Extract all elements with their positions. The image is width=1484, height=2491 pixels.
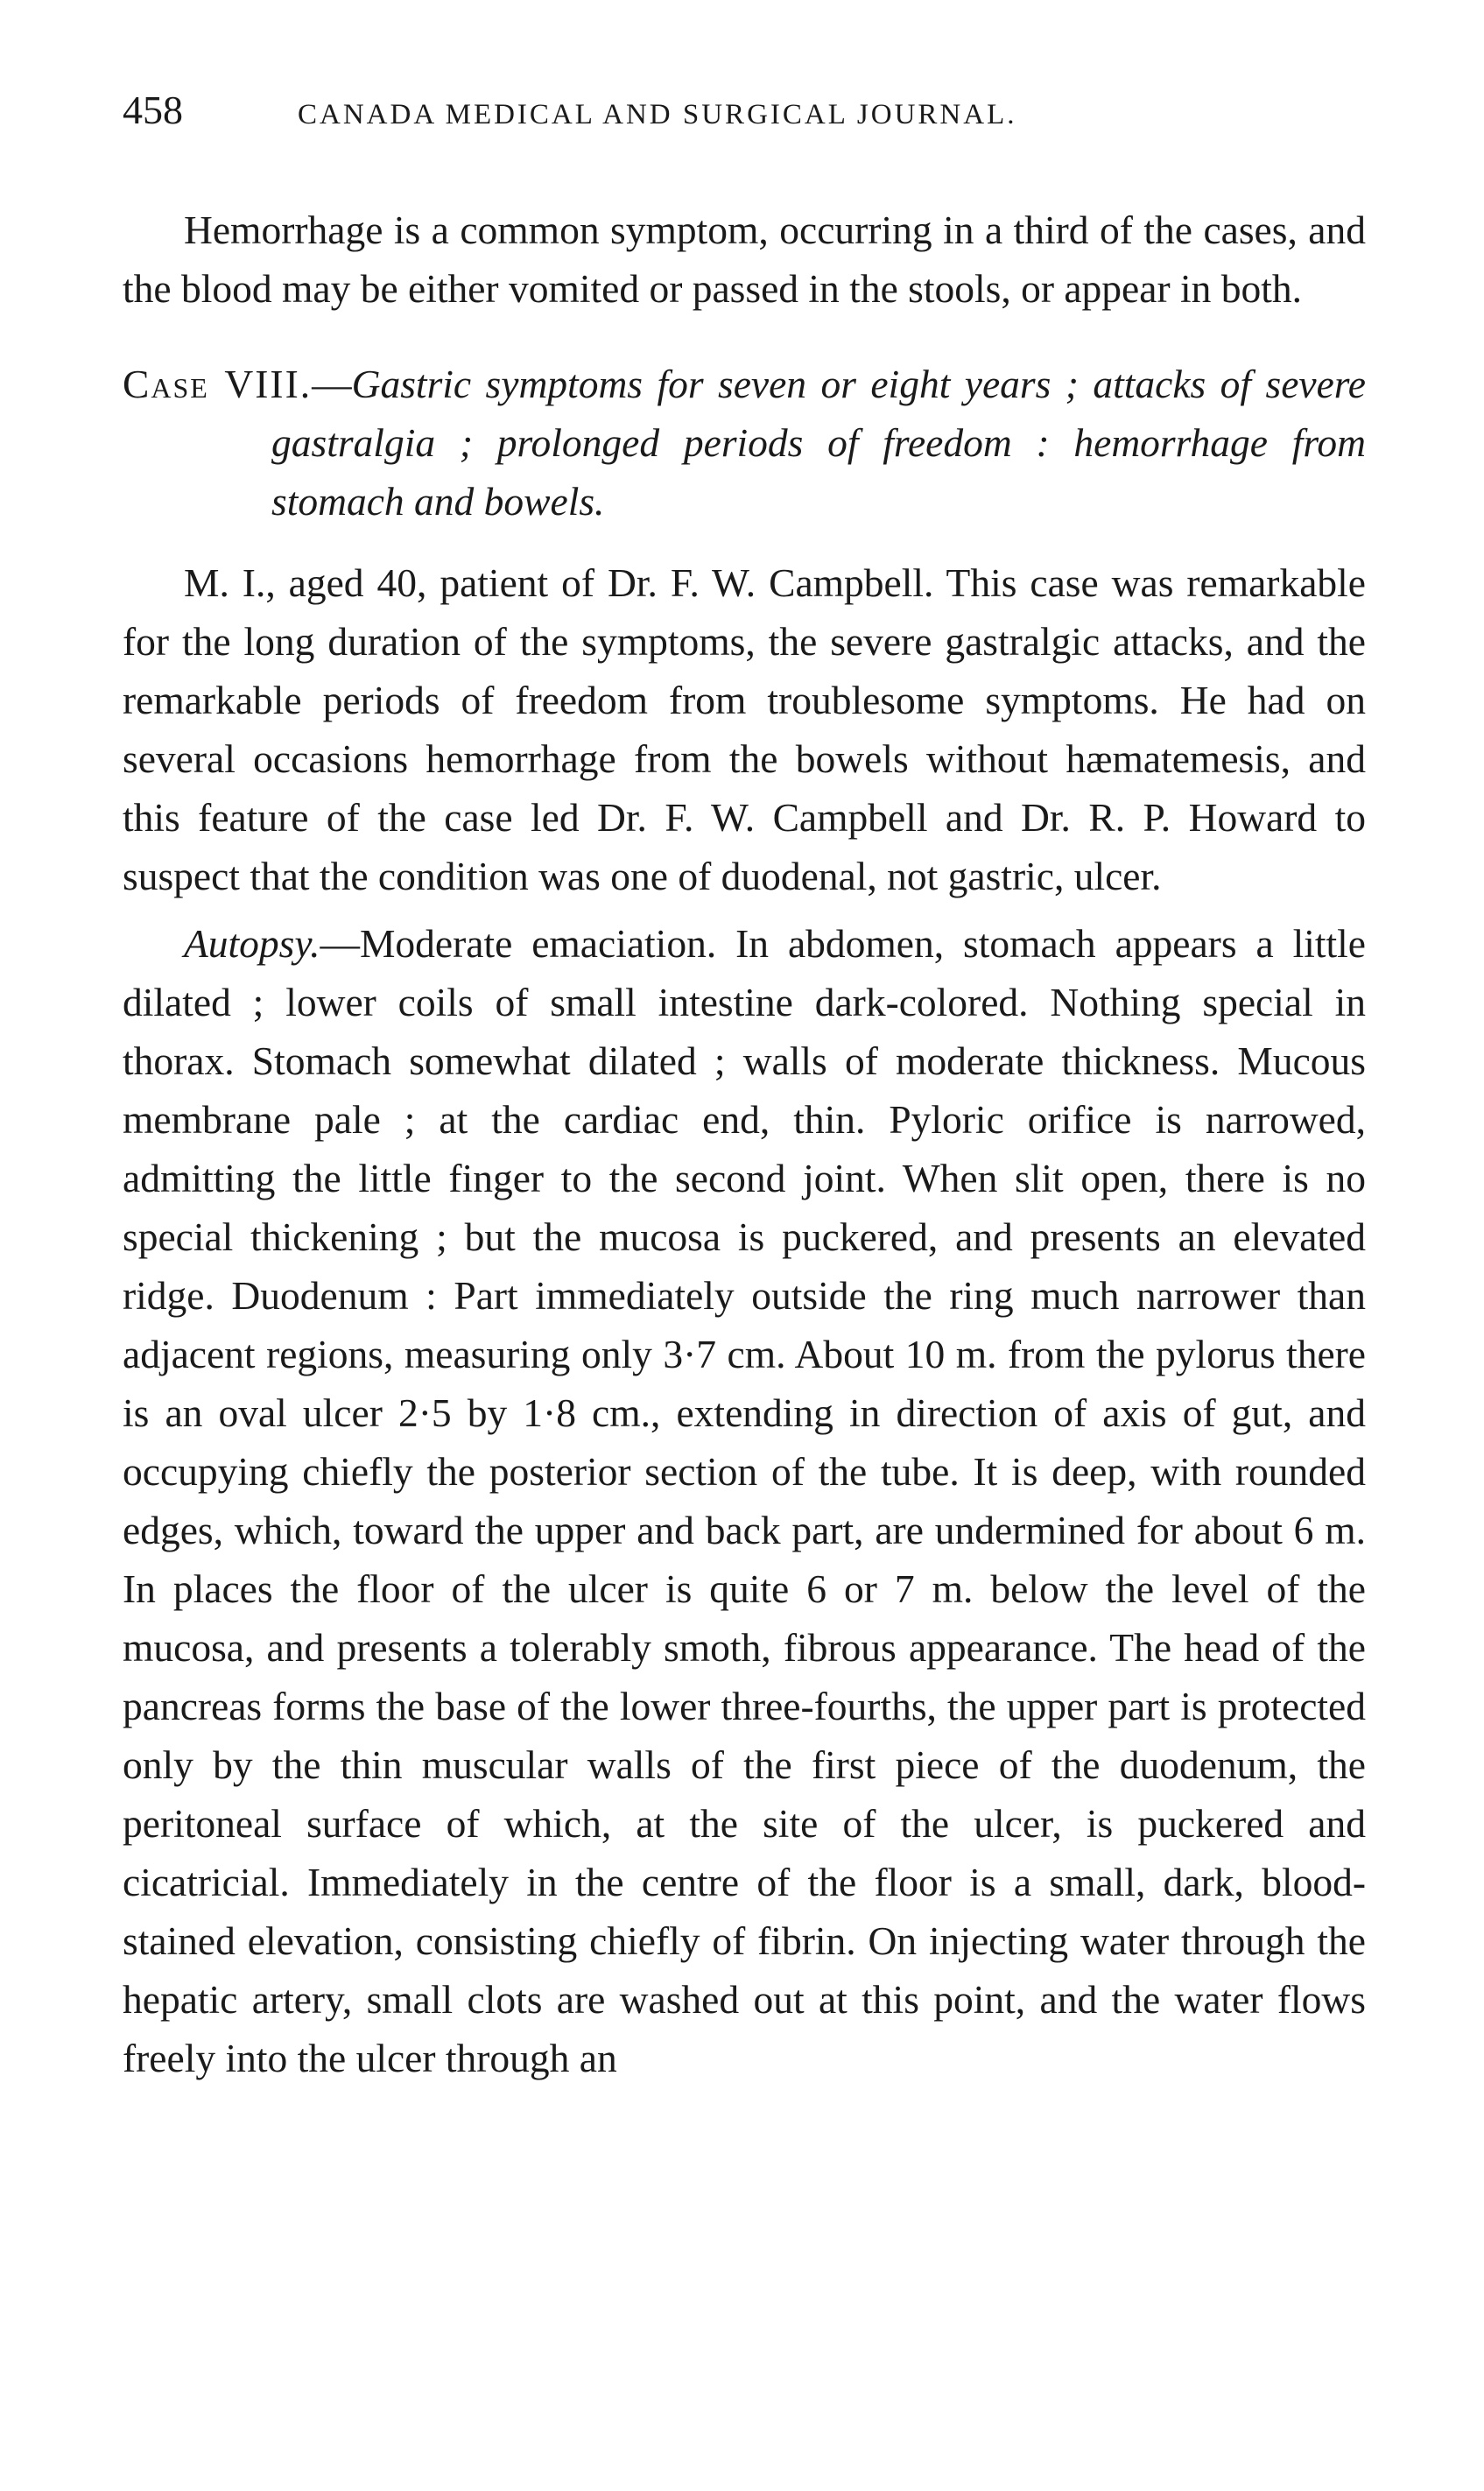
running-head [123,88,1366,137]
autopsy-label: Autopsy. [184,921,320,966]
case-title: Gastric symptoms for seven or eight years ; attacks of severe gastralgia ; prolonged periods of freedom : hemorrhage from stomach and bowels. [271,362,1366,524]
case-dash: — [312,362,352,406]
paragraph-spacer [123,905,1366,914]
document-page [123,88,1366,2087]
history-paragraph: M. I., aged 40, patient of Dr. F. W. Campbell. This case was remarkable for the long duration of the symptoms, the severe gastralgic attacks, and the remarkable periods of freedom from troublesome symptoms. He had on several occasions hemorrhage from the bowels without hæmatemesis, and this feature of the case led Dr. F. W. Campbell and Dr. R. P. Howard to suspect that the condition was one of duodenal, not gastric, ulcer. [123,560,1366,898]
journal-title: CANADA MEDICAL AND SURGICAL JOURNAL. [298,99,1017,130]
intro-paragraph: Hemorrhage is a common symptom, occurring in a third of the cases, and the blood may be either vomited or passed in the stools, or appear in both. [123,208,1366,311]
case-heading [123,355,1366,531]
autopsy-paragraph [123,914,1366,2087]
autopsy-text: —Moderate emaciation. In abdomen, stomach appears a little dilated ; lower coils of small intestine dark-colored. Nothing special in thorax. Stomach somewhat dilated ; walls of moderate thickness. Mucous membrane pale ; at the cardiac end, thin. Pyloric orifice is narrowed, admitting the little finger to the second joint. When slit open, there is no special thickening ; but the mucosa is puckered, and presents an elevated ridge. Duodenum : Part immediately outside the ring much narrower than adjacent regions, measuring only 3·7 cm. About 10 m. from the pylorus there is an oval ulcer 2·5 by 1·8 cm., extending in direction of axis of gut, and occupying chiefly the posterior section of the tube. It is deep, with rounded edges, which, toward the upper and back part, are undermined for about 6 m. In places the floor of the ulcer is quite 6 or 7 m. below the level of the mucosa, and presents a tolerably smoth, fibrous appearance. The head of the pancreas forms the base of the lower three-fourths, the upper part is protected only by the thin muscular walls of the first piece of the duodenum, the peritoneal surface of which, at the site of the ulcer, is puckered and cicatricial. Immediately in the centre of the floor is a small, dark, blood-stained elevation, consisting chiefly of fibrin. On injecting water through the hepatic artery, small clots are washed out at this point, and the water flows freely into the ulcer through an [123,921,1366,2080]
page-number: 458 [123,88,183,132]
case-label: Case VIII. [123,362,313,406]
